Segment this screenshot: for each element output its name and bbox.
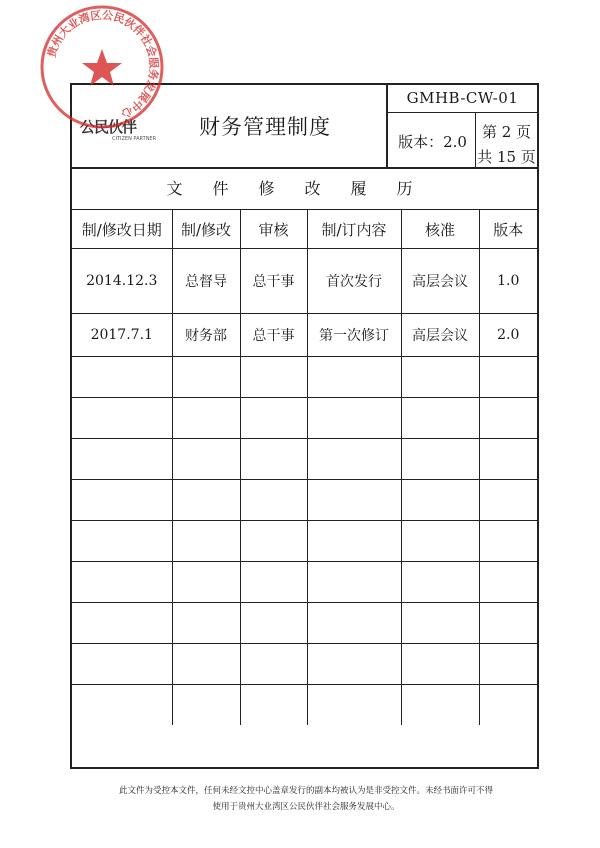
history-section-title: 文件修改履历 [72,169,537,210]
table-cell [401,357,479,398]
version-label: 版本：2.0 [398,133,467,151]
table-cell [172,685,240,726]
table-cell [240,562,307,603]
page-total: 共 15 页 [477,148,536,166]
table-cell: 高层会议 [401,314,479,357]
page-number: 第 2 页 [481,123,532,141]
table-cell: 第一次修订 [307,314,401,357]
table-cell [72,480,172,521]
table-row [72,562,537,603]
table-cell [479,357,537,398]
table-cell [172,603,240,644]
table-cell [479,685,537,726]
table-cell: 1.0 [479,249,537,314]
table-cell [72,521,172,562]
table-cell [72,644,172,685]
svg-text:贵州大业湾区公民伙伴社会服务发展中心: 贵州大业湾区公民伙伴社会服务发展中心 [44,8,161,121]
table-cell: 总干事 [240,249,307,314]
table-cell [172,562,240,603]
org-logo-subtitle: CITIZEN PARTNER [112,136,157,142]
table-cell [479,644,537,685]
table-cell [172,644,240,685]
table-cell [401,644,479,685]
header-divider [386,112,537,113]
document-title: 财务管理制度 [199,115,331,139]
table-cell [307,398,401,439]
document-header [72,85,537,169]
table-cell: 财务部 [172,314,240,357]
table-cell [401,603,479,644]
table-cell [240,480,307,521]
table-cell: 高层会议 [401,249,479,314]
table-cell [240,357,307,398]
table-cell [401,562,479,603]
table-cell [401,439,479,480]
column-header: 制/修改 [172,210,240,249]
table-row [72,249,537,314]
table-cell [172,521,240,562]
table-cell [172,439,240,480]
document-sheet [70,83,539,769]
table-cell [72,357,172,398]
column-header: 版本 [479,210,537,249]
column-header: 制/修改日期 [72,210,172,249]
table-cell [307,357,401,398]
table-row [72,439,537,480]
table-cell [479,521,537,562]
table-cell [172,357,240,398]
table-cell [307,562,401,603]
table-cell [307,644,401,685]
table-cell: 2017.7.1 [72,314,172,357]
table-cell [72,603,172,644]
table-cell [479,562,537,603]
table-cell [479,398,537,439]
table-cell [172,398,240,439]
table-row [72,398,537,439]
table-header-row [72,210,537,249]
column-header: 核准 [401,210,479,249]
table-cell [307,439,401,480]
table-row [72,480,537,521]
table-cell [72,562,172,603]
table-cell [401,521,479,562]
table-cell: 总干事 [240,314,307,357]
table-row [72,314,537,357]
footer-line: 此文件为受控本文件，任何未经文控中心盖章发行的副本均被认为是非受控文件。未经书面许可不得 [118,786,493,796]
table-cell [307,521,401,562]
table-cell [307,685,401,726]
table-cell [240,398,307,439]
document-code: GMHB-CW-01 [406,89,519,107]
table-cell: 首次发行 [307,249,401,314]
table-cell [72,439,172,480]
table-cell [240,644,307,685]
table-cell [479,480,537,521]
table-cell [401,398,479,439]
table-cell [479,439,537,480]
table-cell [401,480,479,521]
table-cell [307,480,401,521]
table-row [72,357,537,398]
footer-line: 使用于贵州大业湾区公民伙伴社会服务发展中心。 [212,802,400,812]
table-cell [240,685,307,726]
document-footer [80,783,532,815]
table-cell [401,685,479,726]
table-row [72,521,537,562]
revision-history-table [72,210,537,725]
table-cell: 2.0 [479,314,537,357]
org-logo: 公民伙伴 [80,118,137,136]
table-cell [240,439,307,480]
table-cell [240,521,307,562]
table-row [72,685,537,726]
table-cell [72,398,172,439]
table-cell [307,603,401,644]
table-cell [172,480,240,521]
table-row [72,603,537,644]
column-header: 审核 [240,210,307,249]
table-cell: 2014.12.3 [72,249,172,314]
table-cell [72,685,172,726]
column-header: 制/订内容 [307,210,401,249]
table-cell [479,603,537,644]
table-row [72,644,537,685]
table-cell [240,603,307,644]
table-cell: 总督导 [172,249,240,314]
